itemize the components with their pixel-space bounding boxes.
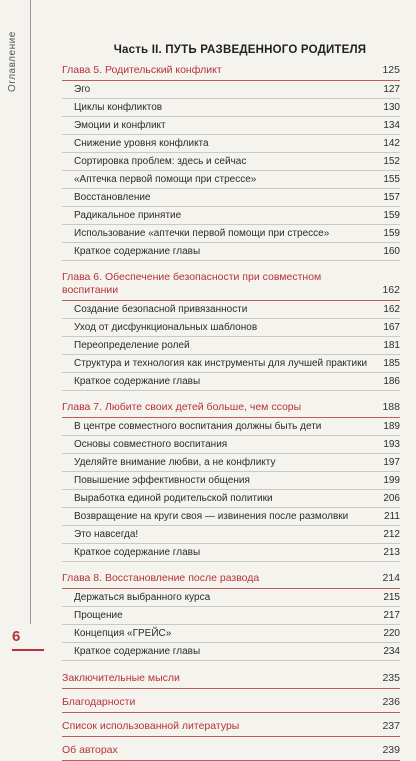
entry-page: 220 xyxy=(383,628,400,639)
part-title: Часть II. ПУТЬ РАЗВЕДЕННОГО РОДИТЕЛЯ xyxy=(113,44,367,56)
toc-entry[interactable] xyxy=(62,625,400,643)
entry-title: Благодарности xyxy=(62,696,136,708)
chapter-page: 214 xyxy=(382,572,400,584)
entry-page: 236 xyxy=(382,696,400,708)
toc-entry[interactable] xyxy=(62,117,400,135)
entry-title: Заключительные мысли xyxy=(62,672,180,684)
entry-page: 185 xyxy=(383,358,400,369)
entry-title: Использование «аптечки первой помощи при стрессе» xyxy=(74,228,330,239)
toc-entry[interactable] xyxy=(62,373,400,391)
entry-page: 217 xyxy=(383,610,400,621)
toc-entry[interactable] xyxy=(62,153,400,171)
side-rule xyxy=(30,0,31,624)
entry-title: Список использованной литературы xyxy=(62,720,240,732)
entry-title: Сортировка проблем: здесь и сейчас xyxy=(74,156,247,167)
toc-entry[interactable] xyxy=(62,225,400,243)
entry-title: Уделяйте внимание любви, а не конфликту xyxy=(74,457,276,468)
entry-title: Повышение эффективности общения xyxy=(74,475,250,486)
toc-entry[interactable] xyxy=(62,337,400,355)
entry-title: Краткое содержание главы xyxy=(74,547,201,558)
toc-entry[interactable] xyxy=(62,472,400,490)
entry-title: Структура и технология как инструменты для лучшей практики xyxy=(74,358,368,369)
entry-page: 199 xyxy=(383,475,400,486)
entry-page: 134 xyxy=(383,120,400,131)
entry-page: 155 xyxy=(383,174,400,185)
toc-entry[interactable] xyxy=(62,243,400,261)
toc-entry[interactable] xyxy=(62,301,400,319)
entry-page: 212 xyxy=(383,529,400,540)
entry-page: 239 xyxy=(382,744,400,756)
entry-page: 186 xyxy=(383,376,400,387)
chapter-title: Глава 8. Восстановление после развода xyxy=(62,572,260,584)
toc-entry[interactable] xyxy=(62,643,400,661)
entry-title: Возвращение на круги своя — извинения после размолвки xyxy=(74,511,349,522)
entry-page: 181 xyxy=(383,340,400,351)
entry-title: Восстановление xyxy=(74,192,151,203)
toc-entry[interactable] xyxy=(62,355,400,373)
entry-title: Выработка единой родительской политики xyxy=(74,493,273,504)
entry-page: 213 xyxy=(383,547,400,558)
entry-page: 167 xyxy=(383,322,400,333)
entry-title: Краткое содержание главы xyxy=(74,246,201,257)
entry-title: Переопределение ролей xyxy=(74,340,190,351)
entry-title: Снижение уровня конфликта xyxy=(74,138,209,149)
entry-page: 206 xyxy=(383,493,400,504)
entry-title: Краткое содержание главы xyxy=(74,646,201,657)
entry-page: 215 xyxy=(383,592,400,603)
toc-entry[interactable] xyxy=(62,418,400,436)
chapter-5[interactable] xyxy=(62,62,400,81)
table-of-contents xyxy=(62,62,400,761)
toc-entry[interactable] xyxy=(62,508,400,526)
entry-page: 152 xyxy=(383,156,400,167)
entry-title: Уход от дисфункциональных шаблонов xyxy=(74,322,258,333)
chapter-title: Глава 7. Любите своих детей больше, чем ссоры xyxy=(62,401,302,413)
entry-title: Прощение xyxy=(74,610,123,621)
entry-page: 160 xyxy=(383,246,400,257)
entry-page: 235 xyxy=(382,672,400,684)
entry-title: «Аптечка первой помощи при стрессе» xyxy=(74,174,257,185)
entry-page: 130 xyxy=(383,102,400,113)
back-matter-about-authors[interactable] xyxy=(62,741,400,761)
chapter-page: 125 xyxy=(382,64,400,76)
side-label: Оглавление xyxy=(7,31,18,92)
page-number-rule xyxy=(12,649,44,651)
entry-page: 189 xyxy=(383,421,400,432)
entry-title: Создание безопасной привязанности xyxy=(74,304,248,315)
entry-page: 162 xyxy=(383,304,400,315)
toc-entry[interactable] xyxy=(62,490,400,508)
entry-page: 127 xyxy=(383,84,400,95)
chapter-title: Глава 5. Родительский конфликт xyxy=(62,64,222,76)
toc-entry[interactable] xyxy=(62,135,400,153)
toc-entry[interactable] xyxy=(62,189,400,207)
entry-page: 234 xyxy=(383,646,400,657)
toc-entry[interactable] xyxy=(62,171,400,189)
entry-title: Основы совместного воспитания xyxy=(74,439,228,450)
toc-entry[interactable] xyxy=(62,607,400,625)
entry-title: Держаться выбранного курса xyxy=(74,592,211,603)
chapter-8[interactable] xyxy=(62,570,400,589)
entry-page: 159 xyxy=(383,210,400,221)
toc-entry[interactable] xyxy=(62,544,400,562)
entry-page: 211 xyxy=(384,511,400,522)
entry-title: Концепция «ГРЕЙС» xyxy=(74,628,172,639)
back-matter-closing-thoughts[interactable] xyxy=(62,669,400,689)
entry-page: 193 xyxy=(383,439,400,450)
entry-title: Циклы конфликтов xyxy=(74,102,163,113)
toc-entry[interactable] xyxy=(62,454,400,472)
entry-page: 197 xyxy=(383,457,400,468)
entry-page: 157 xyxy=(383,192,400,203)
entry-title: Эмоции и конфликт xyxy=(74,120,166,131)
toc-entry[interactable] xyxy=(62,436,400,454)
back-matter-bibliography[interactable] xyxy=(62,717,400,737)
toc-entry[interactable] xyxy=(62,526,400,544)
page-number: 6 xyxy=(12,628,21,645)
toc-entry[interactable] xyxy=(62,99,400,117)
chapter-6[interactable] xyxy=(62,269,400,301)
entry-page: 159 xyxy=(383,228,400,239)
chapter-page: 162 xyxy=(382,284,400,296)
chapter-page: 188 xyxy=(382,401,400,413)
toc-entry[interactable] xyxy=(62,319,400,337)
toc-entry[interactable] xyxy=(62,81,400,99)
entry-title: Об авторах xyxy=(62,744,118,756)
entry-title: Радикальное принятие xyxy=(74,210,182,221)
toc-entry[interactable] xyxy=(62,589,400,607)
entry-title: В центре совместного воспитания должны быть дети xyxy=(74,421,322,432)
entry-page: 142 xyxy=(383,138,400,149)
toc-entry[interactable] xyxy=(62,207,400,225)
entry-title: Это навсегда! xyxy=(74,529,139,540)
entry-title: Эго xyxy=(74,84,91,95)
back-matter-acknowledgements[interactable] xyxy=(62,693,400,713)
chapter-title: Глава 6. Обеспечение безопасности при совместном воспитании xyxy=(62,271,322,296)
entry-page: 237 xyxy=(382,720,400,732)
chapter-7[interactable] xyxy=(62,399,400,418)
entry-title: Краткое содержание главы xyxy=(74,376,201,387)
